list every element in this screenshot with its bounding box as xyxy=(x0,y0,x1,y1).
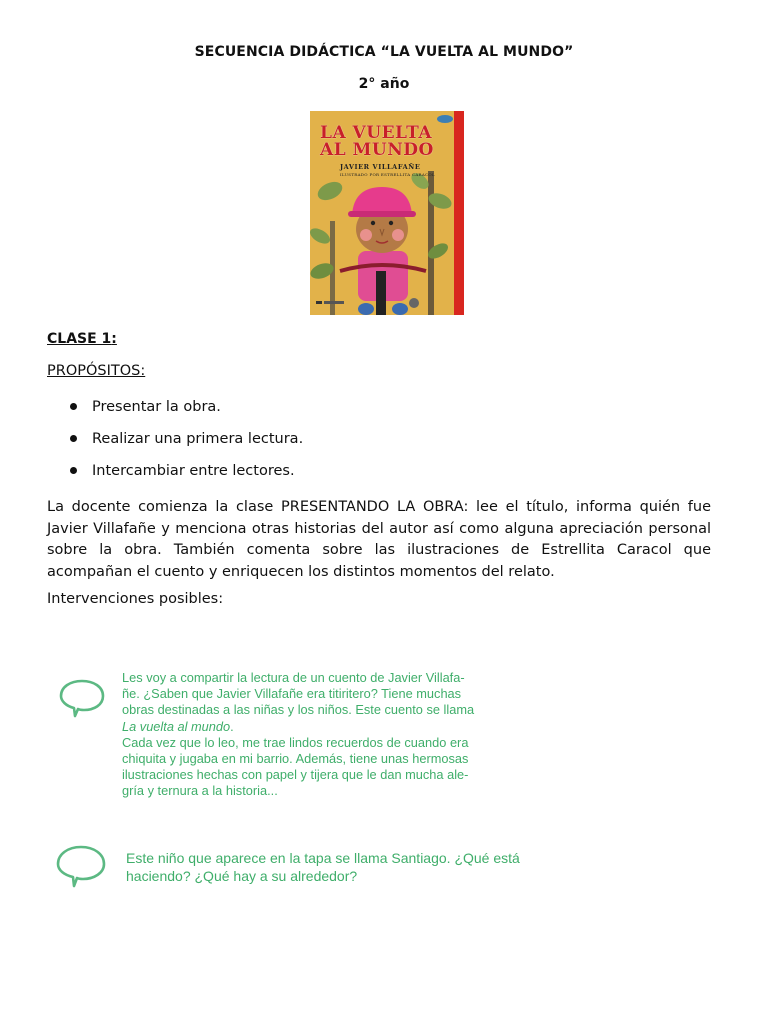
intervention-line: chiquita y jugaba en mi barrio. Además, tiene unas hermosas xyxy=(122,751,469,767)
bullet-icon xyxy=(70,467,77,474)
intervention-line: ñe. ¿Saben que Javier Villafañe era titiritero? Tiene muchas xyxy=(122,686,462,702)
class-colon: : xyxy=(111,331,117,347)
list-item xyxy=(70,427,303,459)
class-label: CLASE 1 xyxy=(47,331,112,347)
book-cover-image xyxy=(310,111,464,315)
list-item xyxy=(70,459,303,491)
period: . xyxy=(230,718,234,734)
intervention-text-1 xyxy=(122,670,502,800)
list-item xyxy=(70,395,303,427)
intervention-line: ilustraciones hechas con papel y tijera que le dan mucha ale- xyxy=(122,767,469,783)
purposes-heading: PROPÓSITOS: xyxy=(47,363,146,379)
speech-bubble-icon xyxy=(58,678,106,718)
purpose-text: Intercambiar entre lectores. xyxy=(92,463,295,479)
cover-author: JAVIER VILLAFAÑE xyxy=(340,163,421,171)
intervention-line: gría y ternura a la historia... xyxy=(122,783,278,799)
intervention-line: haciendo? ¿Qué hay a su alrededor? xyxy=(126,868,358,884)
document-title: SECUENCIA DIDÁCTICA “LA VUELTA AL MUNDO” xyxy=(194,44,574,60)
body-paragraph: La docente comienza la clase PRESENTANDO LA OBRA: lee el título, informa quién fue Javier Villafañe y menciona otras historias del autor así como alguna apreciación personal sobre la obra. También comenta sobre las ilustraciones de Estrellita Caracol que acompañan el cuento y enriquecen los distintos momentos del relato. xyxy=(47,499,711,580)
interventions-label: Intervenciones posibles: xyxy=(47,591,224,607)
cover-spine-band xyxy=(454,111,464,315)
intervention-line: Les voy a compartir la lectura de un cuento de Javier Villafa- xyxy=(122,670,465,685)
class-heading xyxy=(47,331,117,347)
cover-illustrator: ILUSTRADO POR ESTRELLITA CARACOL xyxy=(340,172,435,177)
bullet-icon xyxy=(70,403,77,410)
purpose-text: Presentar la obra. xyxy=(92,399,221,415)
bullet-icon xyxy=(70,435,77,442)
purpose-text: Realizar una primera lectura. xyxy=(92,431,304,447)
intervention-line xyxy=(122,719,502,735)
intervention-line: Cada vez que lo leo, me trae lindos recuerdos de cuando era xyxy=(122,734,469,750)
document-subtitle: 2° año xyxy=(358,76,410,92)
cover-title-line1: LA VUELTA xyxy=(320,123,433,143)
speech-bubble-icon xyxy=(55,844,107,888)
intervention-line: Este niño que aparece en la tapa se llama Santiago. ¿Qué está xyxy=(126,850,520,866)
intervention-text-2 xyxy=(126,849,556,885)
intervention-line: obras destinadas a las niñas y los niños. Este cuento se llama xyxy=(122,702,475,718)
book-title-italic: La vuelta al mundo xyxy=(122,718,231,734)
cover-title xyxy=(320,125,444,159)
cover-title-line2: AL MUNDO xyxy=(320,140,434,160)
purposes-list xyxy=(70,395,303,491)
